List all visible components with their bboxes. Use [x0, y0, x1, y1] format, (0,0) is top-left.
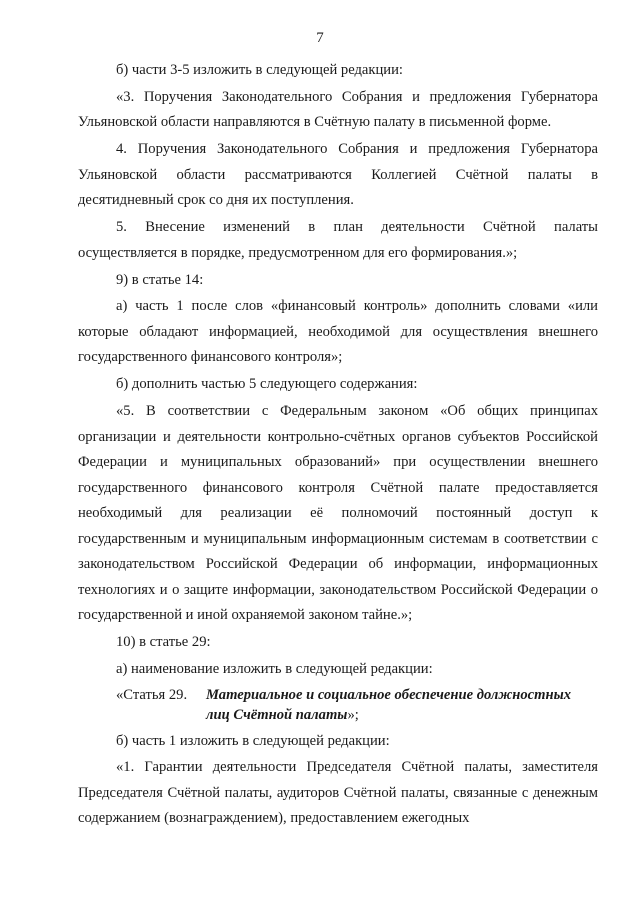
paragraph: а) часть 1 после слов «финансовый контроль» дополнить словами «или которые обладают информацией, необходимой для осуществления внешнего государственного финансового контроля»; [78, 298, 598, 366]
paragraph: 9) в статье 14: [116, 271, 204, 288]
paragraph: «3. Поручения Законодательного Собрания и предложения Губернатора Ульяновской области направляются в Счётную палату в письменной форме. [78, 88, 598, 131]
article-heading-text [206, 685, 598, 725]
paragraph: б) часть 1 изложить в следующей редакции: [116, 732, 390, 749]
paragraph: б) части 3-5 изложить в следующей редакции: [116, 62, 403, 78]
article-heading-tail: »; [347, 706, 359, 723]
paragraph: а) наименование изложить в следующей редакции: [116, 661, 433, 678]
paragraph: б) дополнить частью 5 следующего содержания: [116, 376, 418, 393]
paragraph: «5. В соответствии с Федеральным законом «Об общих принципах организации и деятельности контрольно-счётных органов субъектов Российской Федерации и муниципальных образований» при осуществлении внешнего государственного финансового контроля Счётной палате предоставляется необходимый для реализации её полномочий постоянный доступ к государственным и муниципальным информационным системам в соответствии с законодательством Российской Федерации об информации, информационных технологиях и о защите информации, законодательством Российской Федерации о государственной и иной охраняемой законом тайне.»; [78, 403, 598, 624]
paragraph: 4. Поручения Законодательного Собрания и предложения Губернатора Ульяновской области рассматриваются Коллегией Счётной палаты в десятидневный срок со дня их поступления. [78, 141, 598, 209]
paragraph: «1. Гарантии деятельности Председателя Счётной палаты, заместителя Председателя Счётной палаты, аудиторов Счётной палаты, связанные с денежным содержанием (вознаграждением), предоставлением ежегодных [78, 759, 598, 827]
article-heading-title: Материальное и социальное обеспечение должностных лиц Счётной палаты [206, 686, 572, 723]
paragraph: 5. Внесение изменений в план деятельности Счётной палаты осуществляется в порядке, предусмотренном для его формирования.»; [78, 219, 598, 261]
page-number: 7 [316, 30, 324, 46]
document-body [78, 58, 598, 832]
article-heading-lead: «Статья 29. [116, 686, 188, 703]
article-heading [78, 685, 598, 725]
paragraph: 10) в статье 29: [116, 634, 211, 651]
